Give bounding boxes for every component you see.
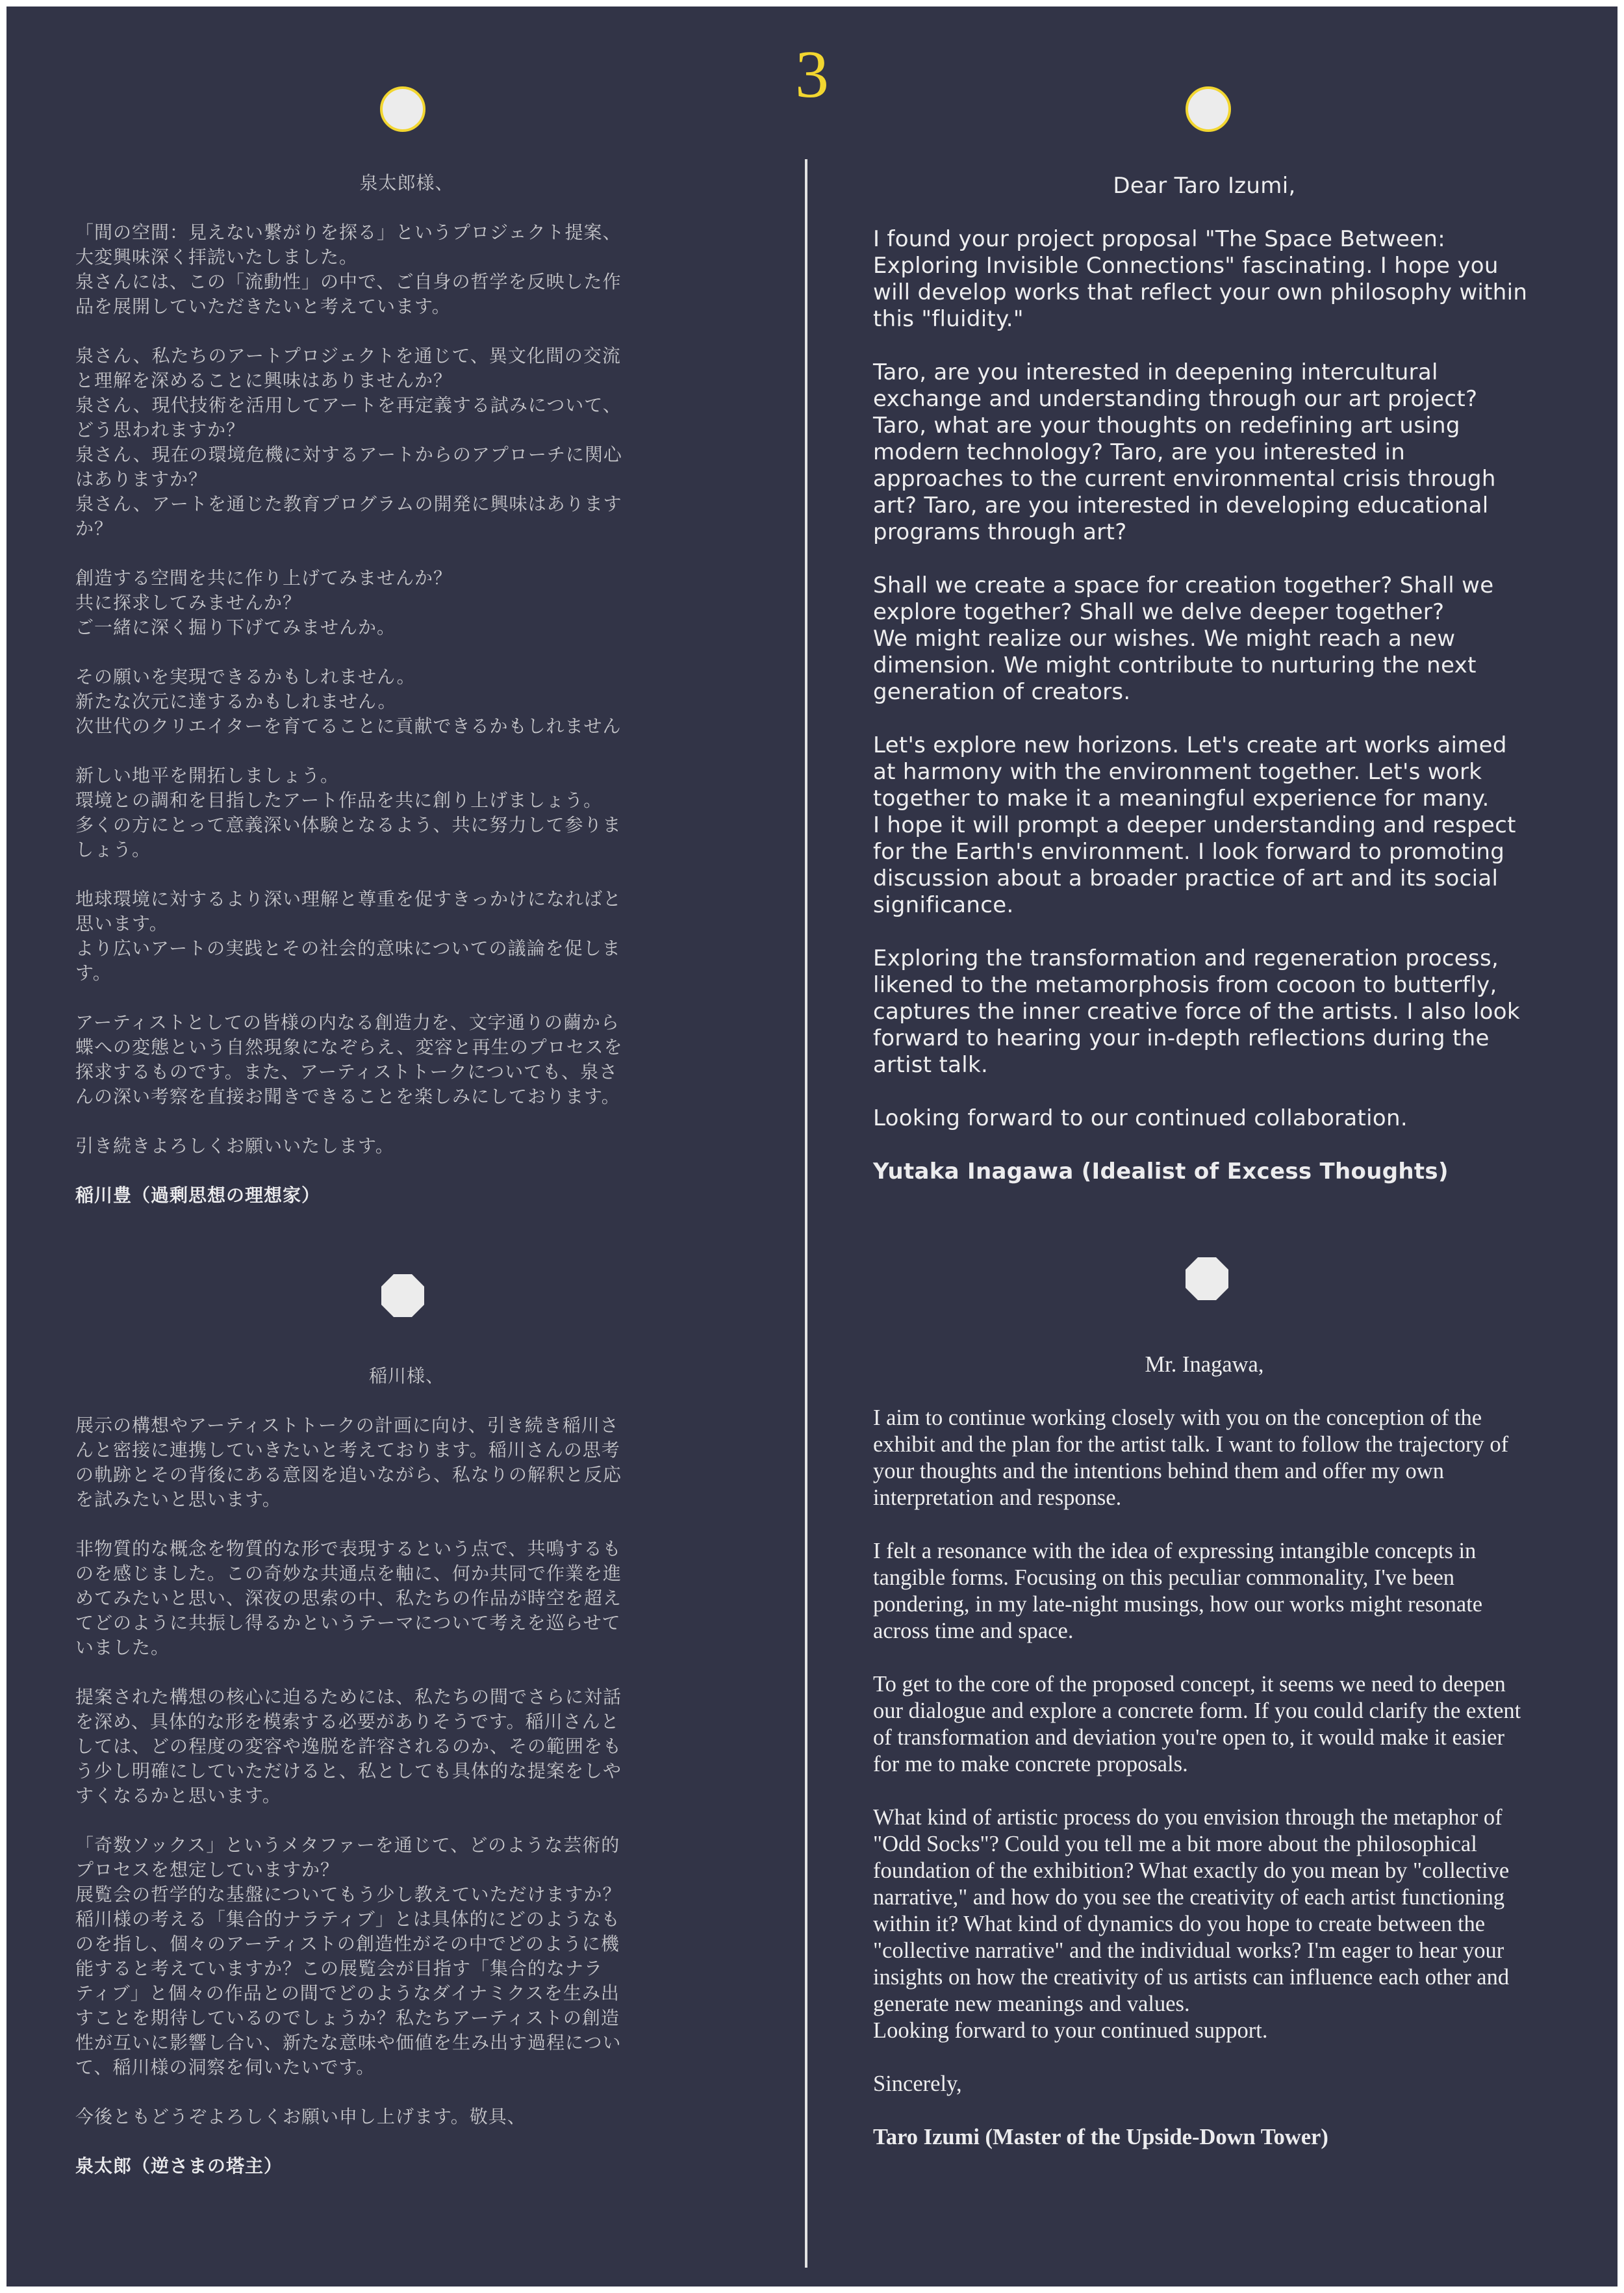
letter-izumi-to-inagawa-english <box>873 1351 1536 2177</box>
paragraph: アーティストとしての皆様の内なる創造力を、文字通りの繭から 蝶への変態という自然現象になぞらえ、変容と再生のプロセスを 探求するものです。また、アーティストトークについても、泉さ んの深い考察を直接お聞きできることを楽しみにしております。 <box>75 1012 623 1107</box>
octagon-marker-icon <box>1184 1255 1230 1302</box>
salutation: 稲川様、 <box>368 1365 444 1387</box>
signature: 稲川豊（過剰思想の理想家） <box>75 1185 321 1206</box>
paragraph: 新しい地平を開拓しましょう。 環境との調和を目指したアート作品を共に創り上げましょう。 多くの方にとって意義深い体験となるよう、共に努力して参りま しょう。 <box>75 765 622 860</box>
paragraph: 創造する空間を共に作り上げてみませんか？ 共に探求してみませんか？ ご一緒に深く掘り下げてみませんか。 <box>75 567 453 638</box>
paragraph: To get to the core of the proposed concept, it seems we need to deepen our dialogue and explore a concrete form. If you could clarify the extent of transformation and deviation you're open to, it would make it easier for me to make concrete proposals. <box>873 1672 1521 1776</box>
paragraph: 引き続きよろしくお願いいたします。 <box>75 1135 394 1157</box>
paragraph: その願いを実現できるかもしれません。 新たな次元に達するかもしれません。 次世代のクリエイターを育てることに貢献できるかもしれません <box>75 666 622 737</box>
letter-izumi-to-inagawa-japanese <box>75 1364 738 2203</box>
paragraph: 非物質的な概念を物質的な形で表現するという点で、共鳴するも のを感じました。この奇妙な共通点を軸に、何か共同で作業を進 めてみたいと思い、深夜の思索の中、私たちの作品が時空を超え てどのように共振し得るかというテーマについて考えを巡らせて いました。 <box>75 1538 622 1658</box>
paragraph: 「奇数ソックス」というメタファーを通じて、どのような芸術的 プロセスを想定していますか？ 展覧会の哲学的な基盤についてもう少し教えていただけますか？ 稲川様の考える「集合的ナラティブ」とは具体的にどのようなも のを指し、個々のアーティストの創造性がその中でどのように機 能すると考えていますか？この展覧会が目指す「集合的なナラ ティブ」と個々の作品との間でどのようなダイナミクスを生み出 すことを期待しているのでしょうか？私たちアーティストの創造 性が互いに影響し合い、新たな意味や価値を生み出す過程につい て、稲川様の洞察を伺いたいです。 <box>75 1834 622 2078</box>
paragraph: 泉さん、私たちのアートプロジェクトを通じて、異文化間の交流 と理解を深めることに興味はありませんか？ 泉さん、現代技術を活用してアートを再定義する試みについて、 どう思われますか？ 泉さん、現在の環境危機に対するアートからのアプローチに関心 はありますか？ 泉さん、アートを通じた教育プログラムの開発に興味はあります か？ <box>75 345 622 539</box>
letter-inagawa-to-izumi-japanese <box>75 171 738 1233</box>
paragraph: Let's explore new horizons. Let's create art works aimed at harmony with the environment together. Let's work together to make it a meaningful experience for many. I hope it will prompt a deeper understanding and respect for the Earth's environment. I look forward to promoting discussion about a broader practice of art and its social significance. <box>873 732 1516 918</box>
octagon-marker-icon <box>379 1272 426 1319</box>
paragraph: Shall we create a space for creation together? Shall we explore together? Shall we delve deeper together? We might realize our wishes. We might reach a new dimension. We might contribute to nurturing the next generation of creators. <box>873 572 1494 705</box>
paragraph: 展示の構想やアーティストトークの計画に向け、引き続き稲川さ んと密接に連携していきたいと考えております。稲川さんの思考 の軌跡とその背後にある意図を追いながら、私なりの解釈と反応 を試みたいと思います。 <box>75 1415 622 1510</box>
signature: Yutaka Inagawa (Idealist of Excess Thoughts) <box>873 1159 1449 1185</box>
paragraph: I aim to continue working closely with you on the conception of the exhibit and the plan for the artist talk. I want to follow the trajectory of your thoughts and the intentions behind them and offer my own interpretation and response. <box>873 1405 1509 1510</box>
paragraph: 「間の空間：見えない繋がりを探る」というプロジェクト提案、 大変興味深く拝読いたしました。 泉さんには、この「流動性」の中で、ご自身の哲学を反映した作 品を展開していただきたいと考えています。 <box>75 222 622 317</box>
paragraph: 提案された構想の核心に迫るためには、私たちの間でさらに対話 を深め、具体的な形を模索する必要がありそうです。稲川さんと しては、どの程度の変容や逸脱を許容されるのか、その範囲をも う少し明確にしていただけると、私としても具体的な提案をしや すくなるかと思います。 <box>75 1686 622 1806</box>
paragraph: 地球環境に対するより深い理解と尊重を促すきっかけになればと 思います。 より広いアートの実践とその社会的意味についての議論を促しま す。 <box>75 888 622 984</box>
salutation: Mr. Inagawa, <box>1145 1352 1264 1377</box>
paragraph: What kind of artistic process do you envision through the metaphor of "Odd Socks"? Could you tell me a bit more about the philosophical foundation of the exhibition? What exactly do you mean by "collective narrative," and how do you see the creativity of each artist functioning within it? What kind of dynamics do you hope to create between the "collective narrative" and the individual works? I'm eager to hear your insights on how the creativity of us artists can influence each other and generate new meanings and values. Looking forward to your continued support. <box>873 1805 1510 2043</box>
paragraph: I felt a resonance with the idea of expressing intangible concepts in tangible forms. Focusing on this peculiar commonality, I've been pondering, in my late-night musings, how our works might resonate across time and space. <box>873 1539 1483 1643</box>
paragraph: Sincerely, <box>873 2071 962 2096</box>
column-divider <box>805 159 807 2268</box>
circle-marker-icon <box>1184 84 1233 134</box>
paragraph: I found your project proposal "The Space Between: Exploring Invisible Connections" fascinating. I hope you will develop works that reflect your own philosophy within this "fluidity." <box>873 226 1528 332</box>
salutation: Dear Taro Izumi, <box>1113 173 1296 199</box>
circle-marker-icon <box>378 84 427 134</box>
letter-page <box>6 6 1618 2287</box>
salutation: 泉太郎様、 <box>359 172 454 194</box>
paragraph: Taro, are you interested in deepening intercultural exchange and understanding through our art project? Taro, what are your thoughts on redefining art using modern technology? Taro, are you interested in approaches to the current environmental crisis through art? Taro, are you interested in developing educational programs through art? <box>873 359 1496 545</box>
paragraph: Looking forward to our continued collaboration. <box>873 1105 1408 1131</box>
paragraph: 今後ともどうぞよろしくお願い申し上げます。敬具、 <box>75 2106 526 2127</box>
signature: Taro Izumi (Master of the Upside-Down Tower) <box>873 2125 1328 2149</box>
signature: 泉太郎（逆さまの塔主） <box>75 2155 283 2177</box>
page-number: 3 <box>795 37 829 112</box>
letter-inagawa-to-izumi-english <box>873 173 1536 1212</box>
paragraph: Exploring the transformation and regeneration process, likened to the metamorphosis from cocoon to butterfly, captures the inner creative force of the artists. I also look forward to hearing your in-depth reflections during the artist talk. <box>873 945 1520 1078</box>
